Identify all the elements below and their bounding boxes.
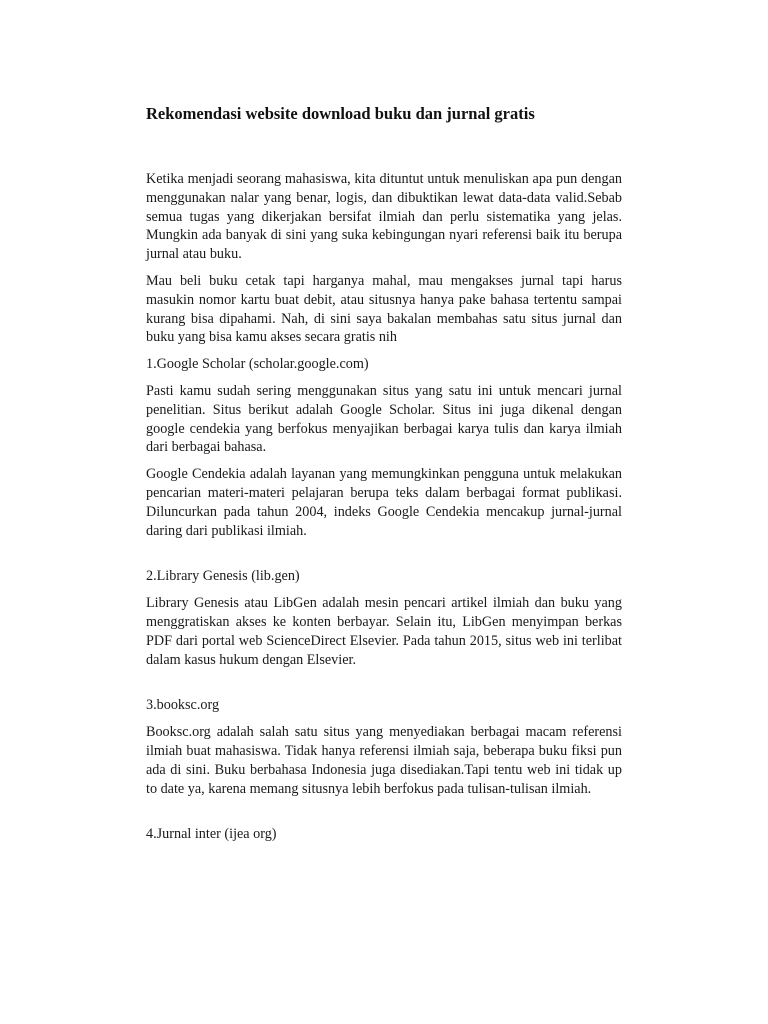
section-heading: 4.Jurnal inter (ijea org) xyxy=(146,826,277,843)
section-paragraph: Booksc.org adalah salah satu situs yang menyediakan berbagai macam referensi ilmiah buat mahasiswa. Tidak hanya referensi ilmiah saja, beberapa buku fiksi pun ada di sini. Buku berbahasa Indonesia juga disediakan.Tapi tentu web ini tidak up to date ya, karena memang situsnya lebih berfokus pada tulisan-tulisan ilmiah. xyxy=(146,724,622,797)
section-library-genesis xyxy=(146,567,622,669)
document-body xyxy=(146,104,622,852)
section-google-scholar xyxy=(146,355,622,540)
document-title: Rekomendasi website download buku dan jurnal gratis xyxy=(146,104,535,123)
section-paragraph: Pasti kamu sudah sering menggunakan situs yang satu ini untuk mencari jurnal penelitian. Situs berikut adalah Google Scholar. Situs ini juga dikenal dengan google cendekia yang berfokus menyajikan berbagai karya tulis dan karya ilmiah dari berbagai bahasa. xyxy=(146,382,622,456)
intro-paragraph-1: Ketika menjadi seorang mahasiswa, kita dituntut untuk menuliskan apa pun dengan menggunakan nalar yang benar, logis, dan dibuktikan lewat data-data valid.Sebab semua tugas yang dikerjakan bersifat ilmiah dan perlu sistematika yang jelas. Mungkin ada banyak di sini yang suka kebingungan nyari referensi baik itu berupa jurnal atau buku. xyxy=(146,171,622,263)
section-paragraph: Library Genesis atau LibGen adalah mesin pencari artikel ilmiah dan buku yang menggratiskan akses ke konten berbayar. Selain itu, LibGen menyimpan berkas PDF dari portal web ScienceDirect Elsevier. Pada tahun 2015, situs web ini terlibat dalam kasus hukum dengan Elsevier. xyxy=(146,595,622,668)
section-heading: 2.Library Genesis (lib.gen) xyxy=(146,568,300,585)
section-jurnal-inter xyxy=(146,825,622,844)
section-booksc xyxy=(146,696,622,798)
section-heading: 1.Google Scholar (scholar.google.com) xyxy=(146,356,369,373)
section-heading: 3.booksc.org xyxy=(146,697,220,714)
section-paragraph: Google Cendekia adalah layanan yang memungkinkan pengguna untuk melakukan pencarian materi-materi pelajaran berupa teks dalam berbagai format publikasi. Diluncurkan pada tahun 2004, indeks Google Cendekia mencakup jurnal-jurnal daring dari publikasi ilmiah. xyxy=(146,466,622,539)
intro-paragraph-2: Mau beli buku cetak tapi harganya mahal, mau mengakses jurnal tapi harus masukin nomor kartu buat debit, atau situsnya hanya pake bahasa tertentu sampai kurang bisa dipahami. Nah, di sini saya bakalan membahas satu situs jurnal dan buku yang bisa kamu akses secara gratis nih xyxy=(146,272,622,346)
